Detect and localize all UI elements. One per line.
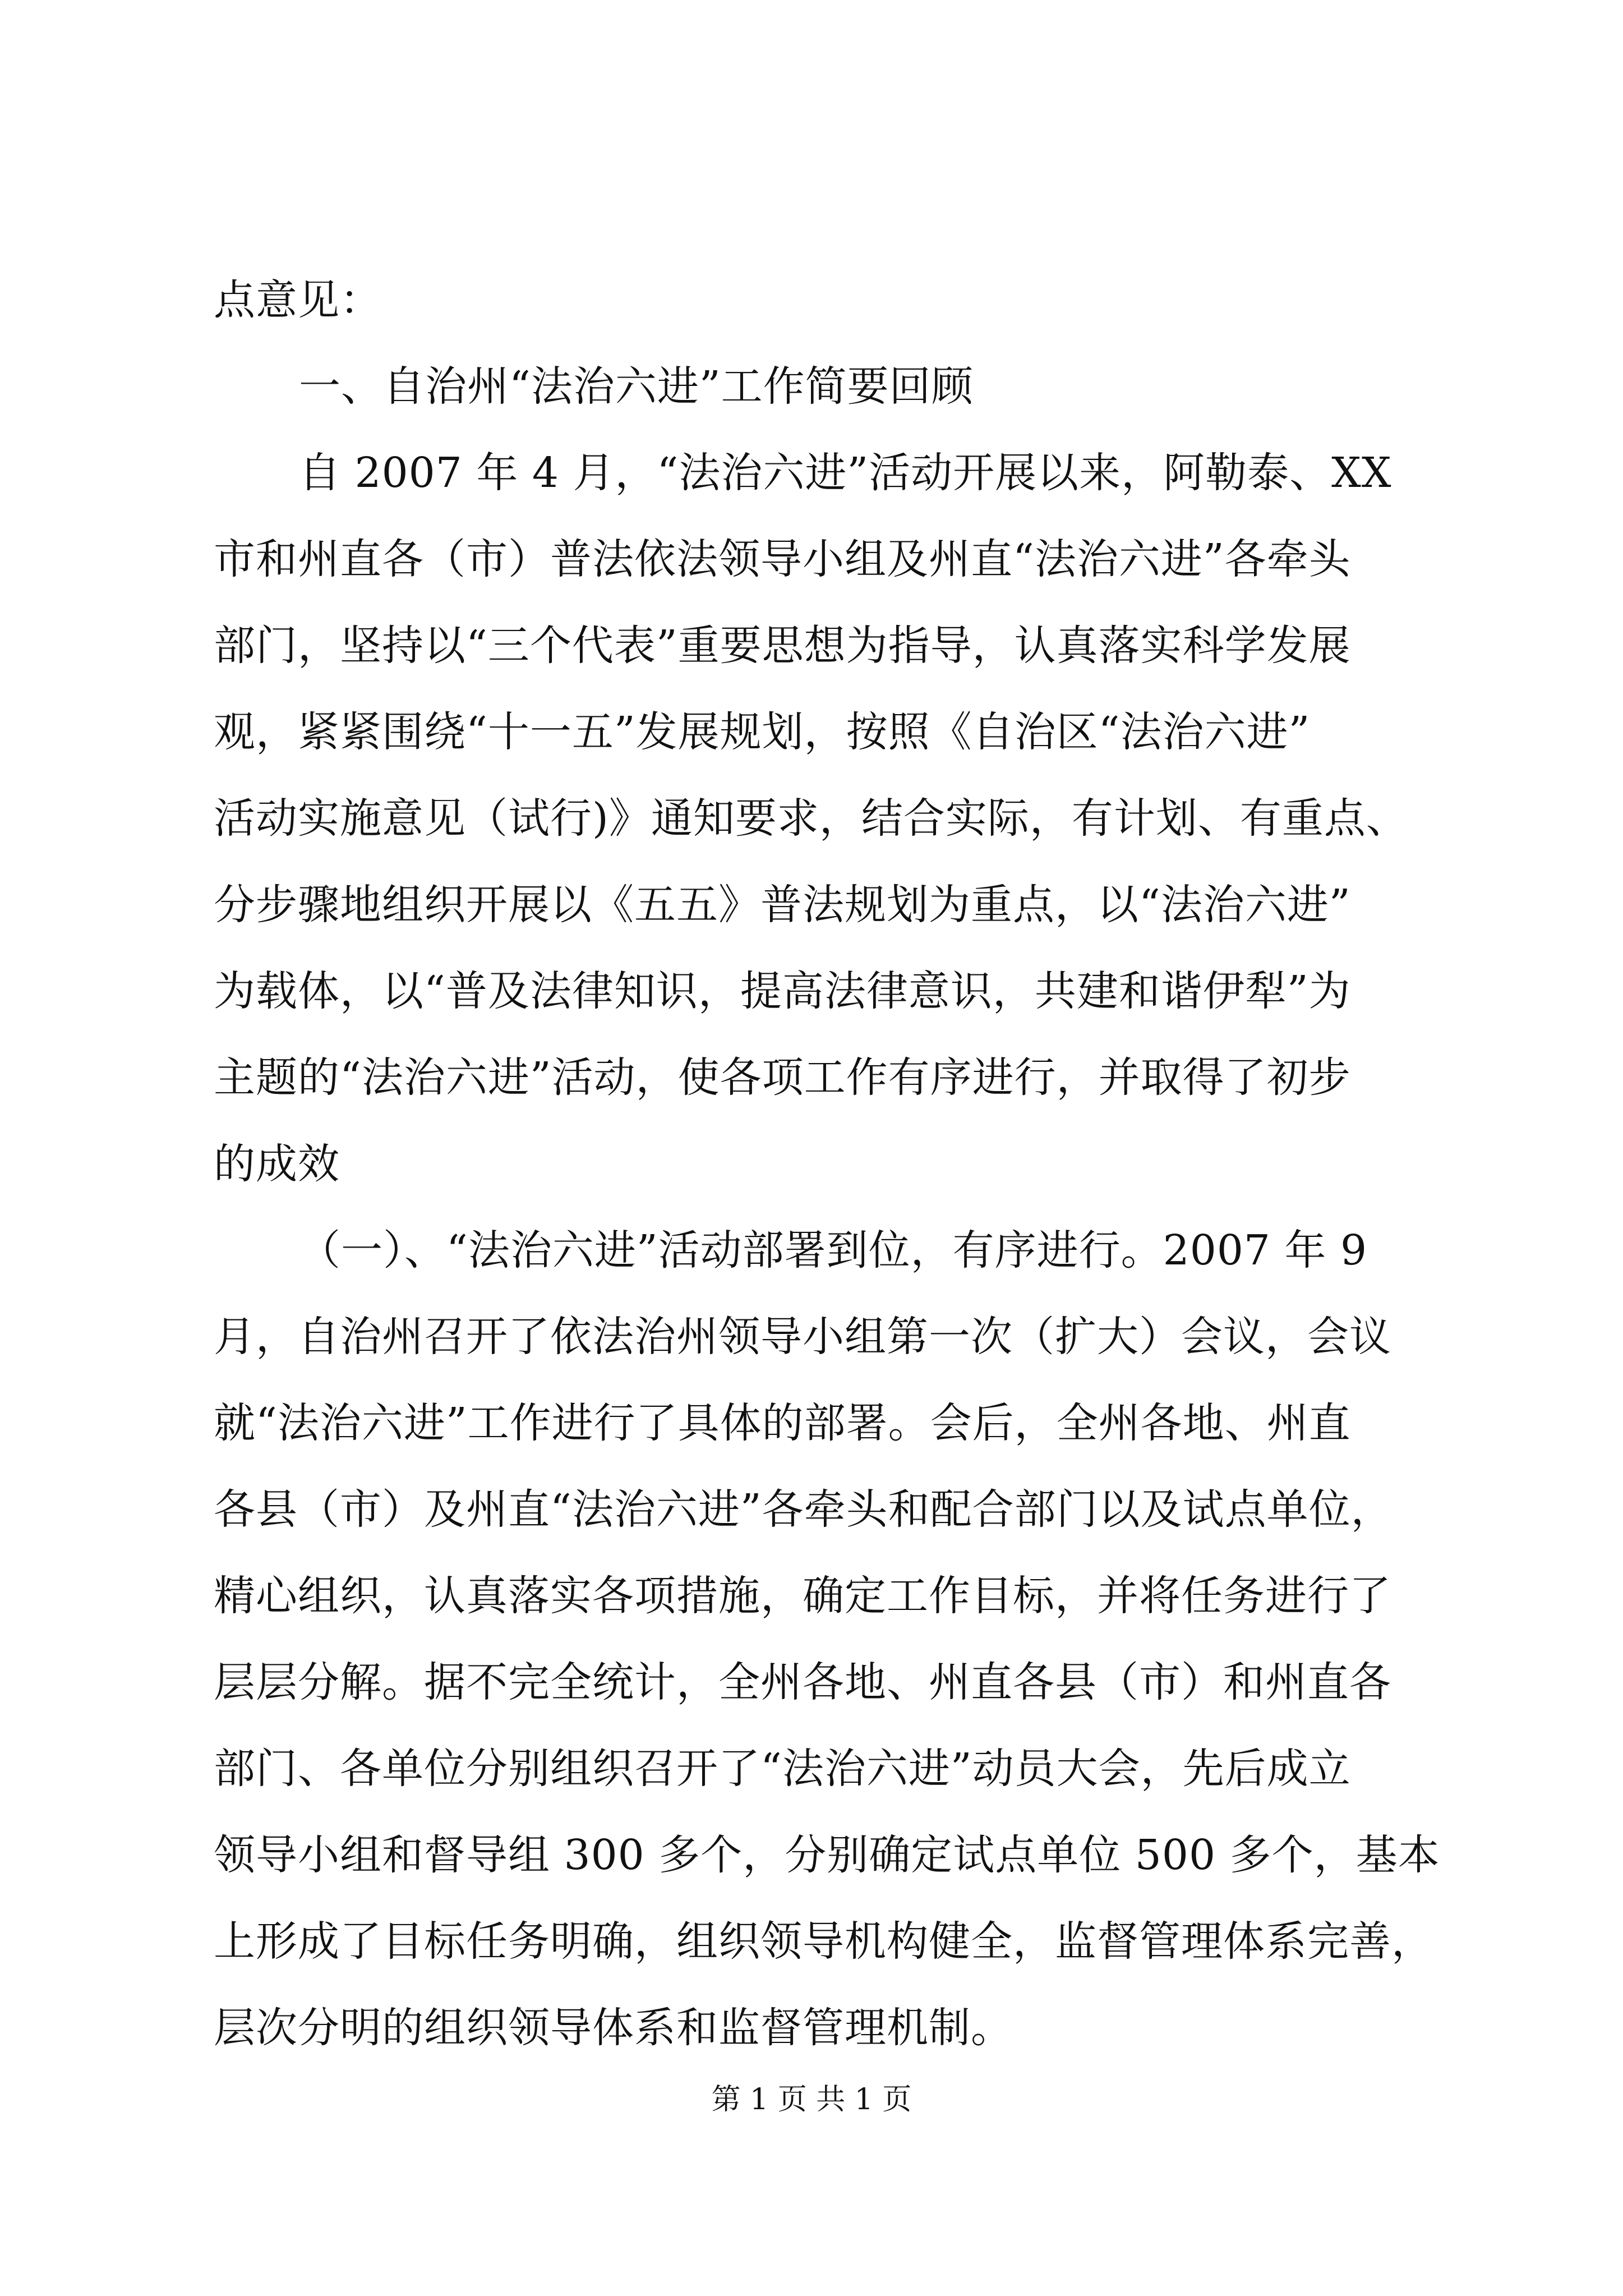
text-line: 月，自治州召开了依法治州领导小组第一次（扩大）会议，会议: [214, 1313, 1391, 1361]
text-line: 点意见：: [214, 276, 382, 324]
page-footer: 第 1 页 共 1 页: [711, 2083, 912, 2116]
text-line: 部门，坚持以“三个代表”重要思想为指导，认真落实科学发展: [214, 622, 1351, 670]
text-line: 层层分解。据不完全统计，全州各地、州直各县（市）和州直各: [214, 1658, 1391, 1706]
text-line: 自 2007 年 4 月，“法治六进”活动开展以来，阿勒泰、XX: [299, 449, 1392, 497]
text-line: 精心组织，认真落实各项措施，确定工作目标，并将任务进行了: [214, 1572, 1391, 1620]
subsection-heading: （一）、“法治六进”活动部署到位，有序进行。2007 年 9: [299, 1226, 1368, 1274]
text-line: 上形成了目标任务明确，组织领导机构健全，监督管理体系完善，: [214, 1917, 1433, 1966]
text-line: 市和州直各（市）普法依法领导小组及州直“法治六进”各牵头: [214, 535, 1351, 583]
text-line: 为载体，以“普及法律知识，提高法律意识，共建和谐伊犁”为: [214, 967, 1351, 1015]
text-line: 部门、各单位分别组织召开了“法治六进”动员大会，先后成立: [214, 1745, 1351, 1793]
text-line: 层次分明的组织领导体系和监督管理机制。: [214, 2004, 1013, 2052]
text-line: 各县（市）及州直“法治六进”各牵头和配合部门以及试点单位，: [214, 1485, 1393, 1534]
text-line: 分步骤地组织开展以《五五》普法规划为重点，以“法治六进”: [214, 881, 1351, 929]
section-heading: 一、自治州“法治六进”工作简要回顾: [299, 362, 974, 411]
text-line: 就“法治六进”工作进行了具体的部署。会后，全州各地、州直: [214, 1399, 1351, 1447]
text-line: 主题的“法治六进”活动，使各项工作有序进行，并取得了初步: [214, 1053, 1351, 1102]
text-line: 观，紧紧围绕“十一五”发展规划，按照《自治区“法治六进”: [214, 708, 1311, 756]
text-line: 活动实施意见（试行)》通知要求，结合实际，有计划、有重点、: [214, 794, 1408, 843]
text-line: 的成效: [214, 1140, 340, 1188]
text-line: 领导小组和督导组 300 多个，分别确定试点单位 500 多个，基本: [214, 1831, 1440, 1879]
